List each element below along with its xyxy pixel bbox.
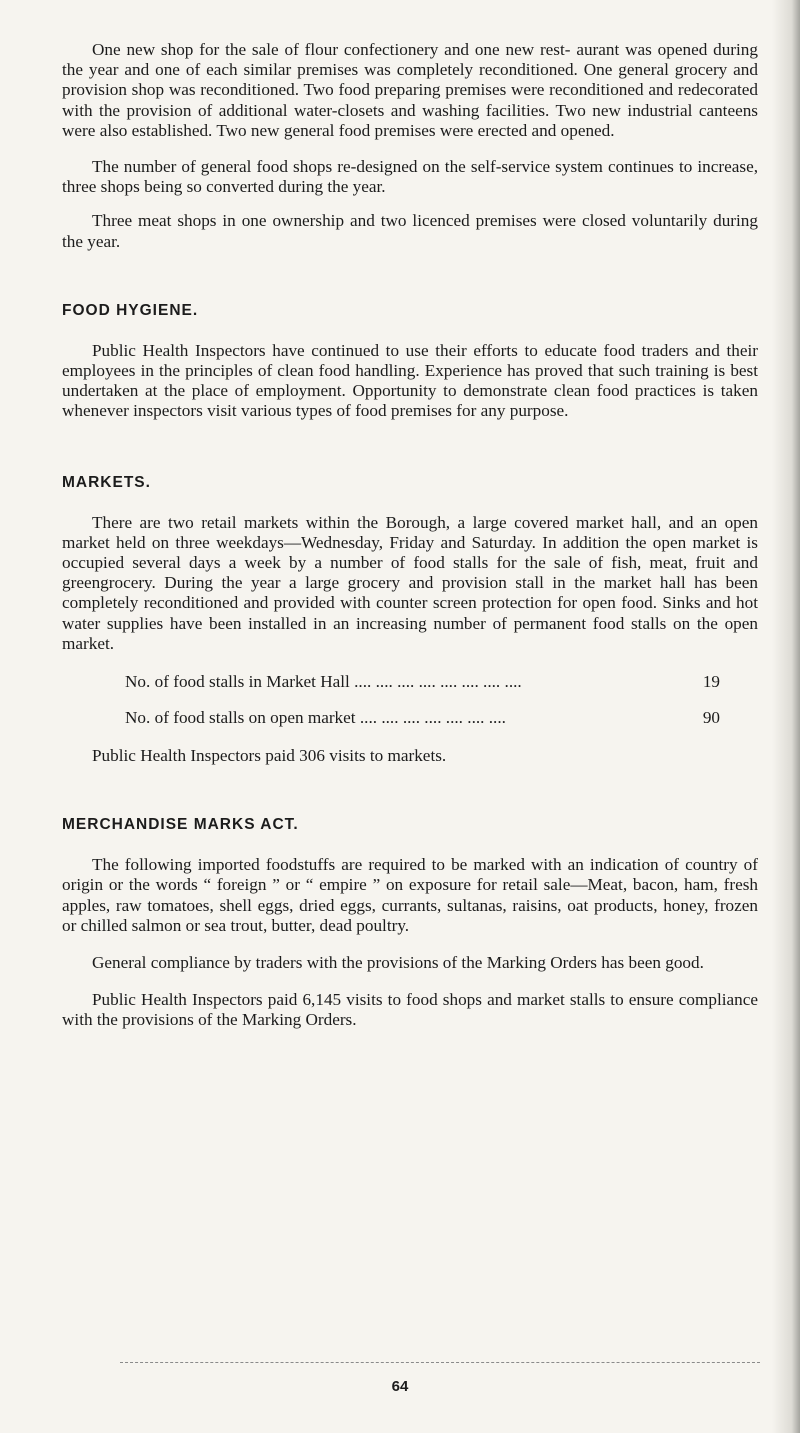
paragraph-new-shops: One new shop for the sale of flour confectionery and one new rest- aurant was opened during the year and one of each similar premises was completely reconditioned. One general grocery and provision shop was reconditioned. Two food preparing premises were reconditioned and redecorated with the provision of additional water-closets and washing facilities. Two new industrial canteens were also established. Two new general food premises were erected and opened.	[62, 40, 758, 140]
stat-label: No. of food stalls on open market .... .... .... .... .... .... ....	[125, 708, 506, 728]
paragraph-self-service: The number of general food shops re-designed on the self-service system continues to increase, three shops being so converted during the year.	[62, 157, 758, 197]
paragraph-markets: There are two retail markets within the Borough, a large covered market hall, and an open market held on three weekdays—Wednesday, Friday and Saturday. In addition the open market is occupied several days a week by a number of food stalls for the sale of fish, meat, fruit and greengrocery. During the year a large grocery and provision stall in the market hall has been completely reconditioned and provided with counter screen protection for open food. Sinks and hot water supplies have been installed in an increasing number of permanent food stalls on the open market.	[62, 512, 758, 653]
stat-row-open-market	[62, 708, 758, 728]
heading-food-hygiene: FOOD HYGIENE.	[62, 301, 199, 319]
stat-value: 19	[702, 672, 720, 692]
paragraph-compliance: General compliance by traders with the provisions of the Marking Orders has been good.	[92, 953, 704, 973]
stat-row-market-hall	[62, 672, 758, 692]
stat-label: No. of food stalls in Market Hall .... .... .... .... .... .... .... ....	[125, 672, 522, 692]
footer-divider	[120, 1362, 760, 1363]
heading-markets: MARKETS.	[62, 473, 151, 491]
paragraph-food-hygiene: Public Health Inspectors have continued to use their efforts to educate food traders and their employees in the principles of clean food handling. Experience has proved that such training is best undertaken at the place of employment. Opportunity to demonstrate clean food practices is taken whenever inspectors visit various types of food premises for any purpose.	[62, 340, 758, 421]
paragraph-marking-visits: Public Health Inspectors paid 6,145 visits to food shops and market stalls to ensure compliance with the provisions of the Marking Orders.	[62, 990, 758, 1030]
page-number: 64	[391, 1378, 409, 1395]
paragraph-market-visits: Public Health Inspectors paid 306 visits to markets.	[92, 746, 447, 766]
stat-value: 90	[702, 708, 720, 728]
paragraph-imported-foodstuffs: The following imported foodstuffs are required to be marked with an indication of country of origin or the words “ foreign ” or “ empire ” on exposure for retail sale—Meat, bacon, ham, fresh apples, raw tomatoes, shell eggs, dried eggs, currants, sultanas, raisins, oat products, honey, frozen or chilled salmon or sea trout, butter, dead poultry.	[62, 855, 758, 935]
heading-merchandise-marks-act: MERCHANDISE MARKS ACT.	[62, 816, 299, 834]
page-edge-shadow	[772, 0, 800, 1433]
paragraph-closed-premises: Three meat shops in one ownership and two licenced premises were closed voluntarily during the year.	[62, 211, 758, 251]
document-page	[62, 40, 758, 1031]
